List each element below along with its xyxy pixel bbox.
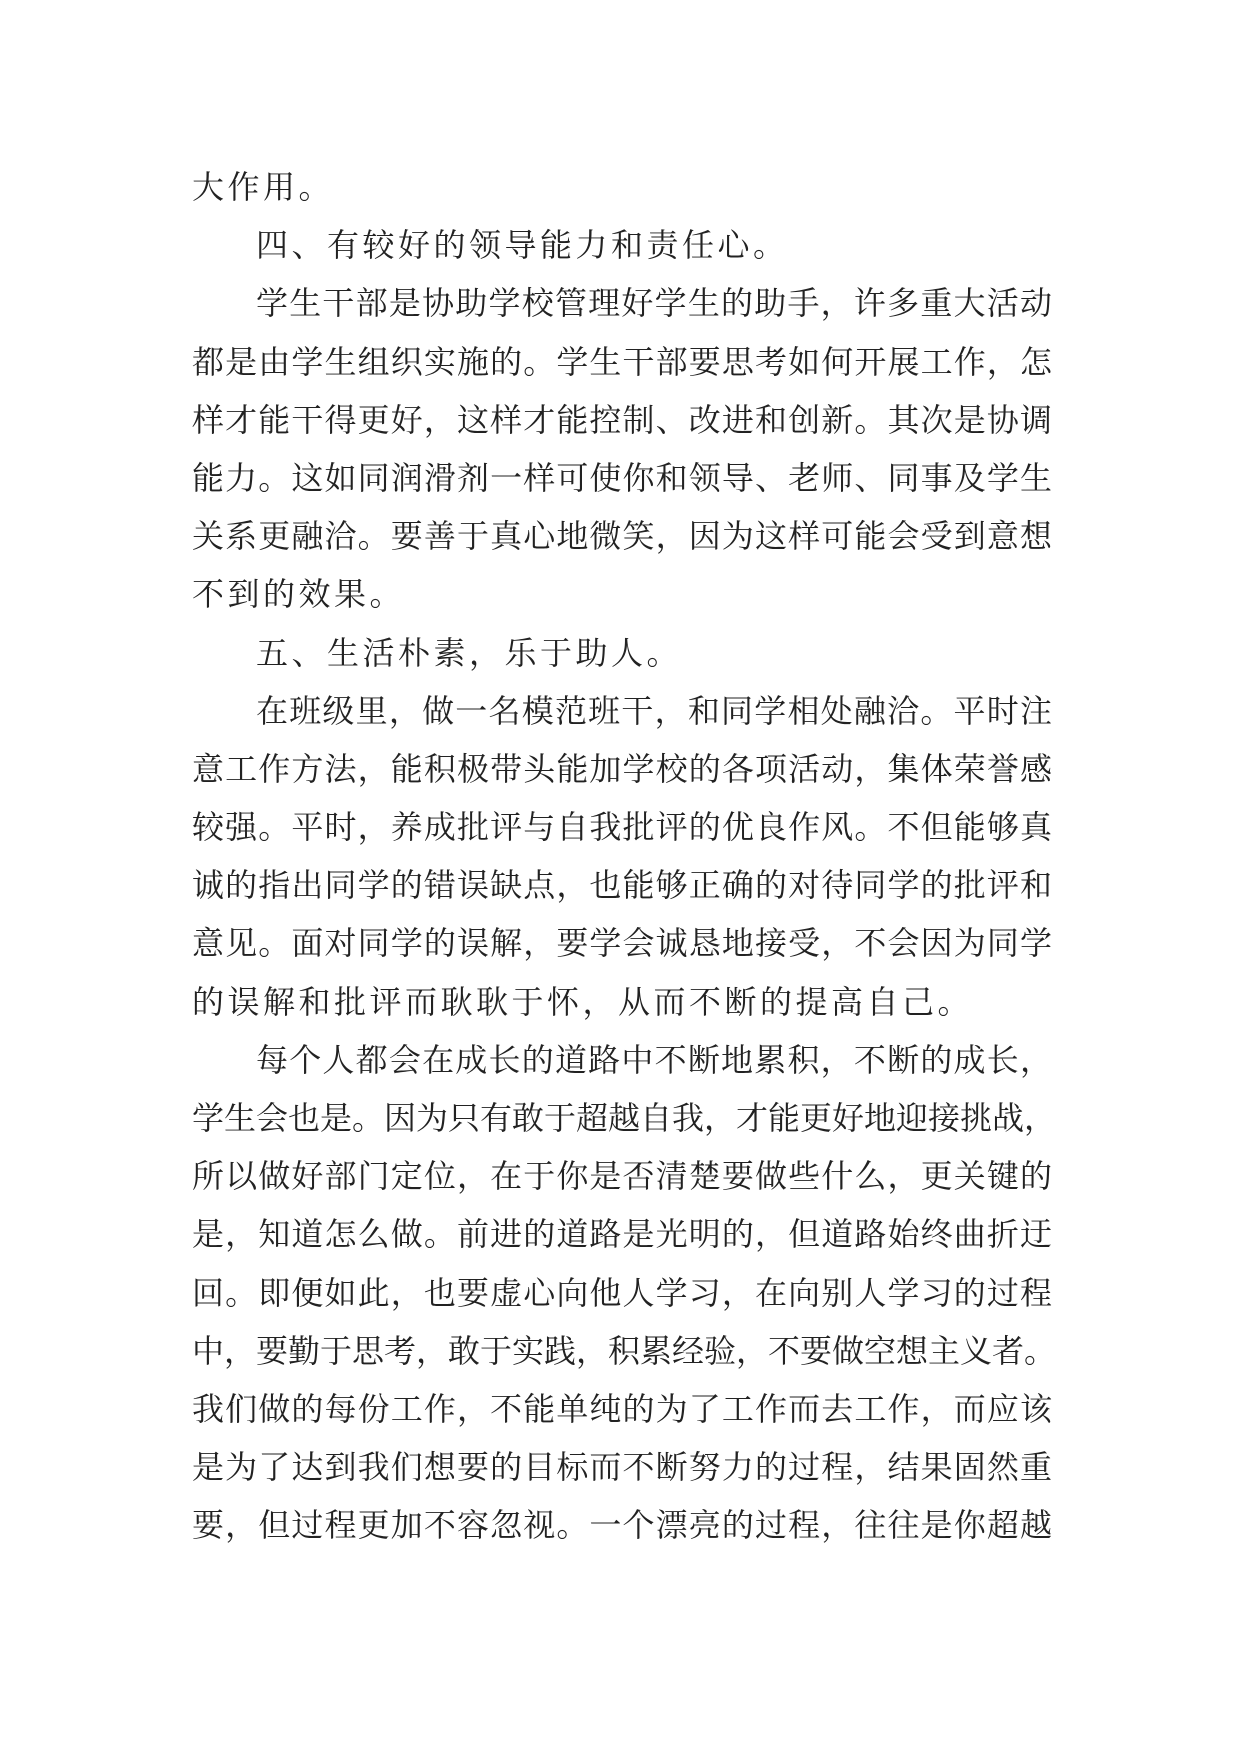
text-line: 我们做的每份工作，不能单纯的为了工作而去工作，而应该 xyxy=(192,1389,1052,1428)
text-line: 大作用。 xyxy=(192,168,335,206)
text-line: 诚的指出同学的错误缺点，也能够正确的对待同学的批评和 xyxy=(192,866,1052,905)
section-heading: 五、生活朴素，乐于助人。 xyxy=(256,633,683,672)
text-line: 较强。平时，养成批评与自我批评的优良作风。不但能够真 xyxy=(192,808,1052,847)
text-line: 意工作方法，能积极带头能加学校的各项活动，集体荣誉感 xyxy=(192,749,1052,788)
body-text xyxy=(192,158,1057,1555)
text-line: 中，要勤于思考，敢于实践，积累经验，不要做空想主义者。 xyxy=(192,1331,1057,1370)
text-line: 都是由学生组织实施的。学生干部要思考如何开展工作，怎 xyxy=(192,342,1052,381)
section-heading: 四、有较好的领导能力和责任心。 xyxy=(256,226,789,265)
text-line: 是为了达到我们想要的目标而不断努力的过程，结果固然重 xyxy=(192,1448,1052,1487)
text-line: 是，知道怎么做。前进的道路是光明的，但道路始终曲折迂 xyxy=(192,1215,1052,1254)
text-line: 每个人都会在成长的道路中不断地累积，不断的成长， xyxy=(256,1040,1052,1079)
text-line: 样才能干得更好，这样才能控制、改进和创新。其次是协调 xyxy=(192,400,1052,439)
text-line: 学生干部是协助学校管理好学生的助手，许多重大活动 xyxy=(256,284,1052,323)
text-line: 的误解和批评而耿耿于怀，从而不断的提高自己。 xyxy=(192,982,974,1021)
text-line: 不到的效果。 xyxy=(192,575,406,614)
text-line: 要，但过程更加不容忽视。一个漂亮的过程，往往是你超越 xyxy=(192,1506,1052,1545)
text-line: 关系更融洽。要善于真心地微笑，因为这样可能会受到意想 xyxy=(192,517,1052,556)
text-line: 所以做好部门定位，在于你是否清楚要做些什么，更关键的 xyxy=(192,1157,1052,1196)
text-line: 在班级里，做一名模范班干，和同学相处融洽。平时注 xyxy=(256,691,1052,730)
text-line: 学生会也是。因为只有敢于超越自我，才能更好地迎接挑战， xyxy=(192,1099,1057,1137)
text-line: 能力。这如同润滑剂一样可使你和领导、老师、同事及学生 xyxy=(192,458,1052,497)
text-line: 回。即便如此，也要虚心向他人学习，在向别人学习的过程 xyxy=(192,1273,1052,1312)
text-line: 意见。面对同学的误解，要学会诚恳地接受，不会因为同学 xyxy=(192,924,1052,963)
